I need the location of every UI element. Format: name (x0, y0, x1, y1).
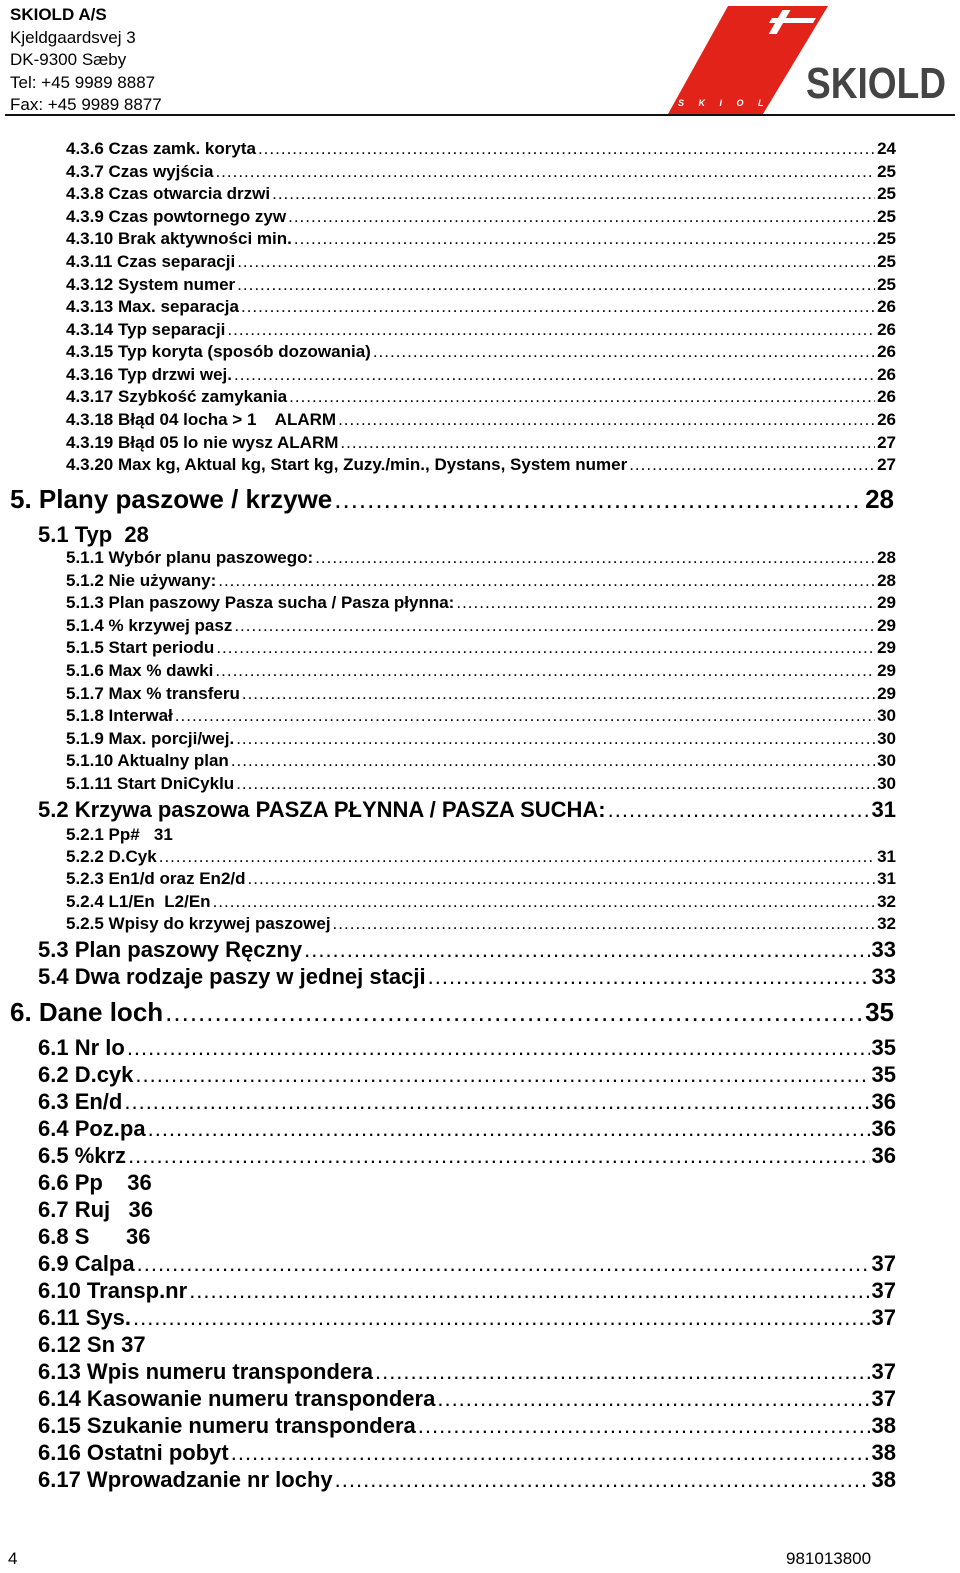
toc-entry[interactable] (66, 139, 896, 159)
toc-entry-page: 25 (877, 207, 896, 226)
toc-entry[interactable] (66, 751, 896, 771)
company-name: SKIOLD A/S (10, 5, 107, 24)
toc-section[interactable]: 6.12 Sn 37 (38, 1332, 146, 1357)
toc-section[interactable] (38, 1386, 896, 1412)
toc-leader (437, 1386, 869, 1412)
toc-entry-title: 5.1.1 Wybór planu paszowego: (66, 548, 314, 567)
toc-leader (333, 914, 876, 934)
toc-entry-page: 29 (877, 616, 896, 635)
toc-entry-page: 30 (877, 706, 896, 725)
toc-leader (227, 320, 875, 340)
toc-section[interactable] (38, 1143, 896, 1169)
toc-leader (231, 1440, 870, 1466)
toc-section[interactable] (38, 1305, 896, 1331)
toc-entry-title: 5.2 Krzywa paszowa PASZA PŁYNNA / PASZA SUCHA: (38, 797, 606, 822)
toc-entry-title: 5.1.7 Max % transferu (66, 684, 240, 703)
toc-entry-page: 25 (877, 162, 896, 181)
toc-section[interactable] (38, 1359, 896, 1385)
toc-leader (213, 892, 876, 912)
toc-entry-page: 31 (877, 869, 896, 888)
toc-entry-title: 5.2.5 Wpisy do krzywej paszowej (66, 914, 331, 933)
toc-entry-title: 5.3 Plan paszowy Ręczny (38, 937, 303, 962)
toc-entry-page: 37 (871, 1359, 896, 1384)
toc-entry[interactable] (66, 661, 896, 681)
toc-chapter[interactable] (10, 997, 894, 1028)
toc-leader (237, 252, 875, 272)
toc-entry[interactable] (66, 320, 896, 340)
toc-leader (159, 847, 875, 867)
toc-entry-page: 25 (877, 275, 896, 294)
toc-entry-page: 28 (865, 484, 894, 514)
toc-leader (456, 593, 875, 613)
footer-doc-number: 981013800 (786, 1549, 872, 1568)
toc-entry-page: 29 (877, 661, 896, 680)
toc-entry[interactable] (66, 548, 896, 568)
toc-entry[interactable] (66, 892, 896, 912)
toc-leader (216, 638, 875, 658)
toc-entry[interactable]: 5.2.1 Pp# 31 (66, 825, 173, 844)
toc-leader (237, 275, 875, 295)
toc-leader (234, 616, 875, 636)
toc-entry-page: 26 (877, 320, 896, 339)
toc-entry-title: 5.1.5 Start periodu (66, 638, 215, 657)
toc-entry-title: 5.1.11 Start DniCyklu (66, 774, 235, 793)
toc-leader (629, 455, 875, 475)
toc-entry-page: 38 (871, 1440, 896, 1465)
toc-leader (334, 484, 863, 515)
toc-entry-page: 38 (871, 1413, 896, 1438)
toc-entry-page: 33 (871, 937, 896, 962)
toc-entry-page: 27 (877, 433, 896, 452)
toc-leader (175, 706, 875, 726)
toc-leader (148, 1116, 870, 1142)
toc-section[interactable]: 6.6 Pp 36 (38, 1170, 152, 1195)
page-header (0, 0, 960, 118)
toc-entry-title: 4.3.18 Błąd 04 locha > 1 ALARM (66, 410, 337, 429)
footer-page-number: 4 (8, 1549, 18, 1568)
toc-entry[interactable] (66, 616, 896, 636)
toc-leader (137, 1251, 870, 1277)
toc-entry-title: 4.3.7 Czas wyjścia (66, 162, 214, 181)
toc-entry[interactable] (66, 706, 896, 726)
toc-leader (135, 1062, 869, 1088)
logo-small-text: S K I O L D (678, 98, 791, 108)
toc-leader (215, 162, 875, 182)
toc-entry-title: 4.3.19 Błąd 05 lo nie wysz ALARM (66, 433, 339, 452)
toc-leader (608, 797, 870, 823)
toc-leader (340, 433, 875, 453)
toc-entry-page: 25 (877, 184, 896, 203)
toc-entry-title: 6.15 Szukanie numeru transpondera (38, 1413, 416, 1438)
toc-section[interactable] (38, 1467, 896, 1493)
toc-entry-page: 36 (871, 1089, 896, 1114)
toc-entry[interactable] (66, 684, 896, 704)
toc-entry-title: 5.4 Dwa rodzaje paszy w jednej stacji (38, 964, 426, 989)
toc-entry[interactable] (66, 433, 896, 453)
city-address: DK-9300 Sæby (10, 50, 127, 69)
toc-entry-page: 28 (877, 548, 896, 567)
toc-leader (231, 751, 875, 771)
toc-leader (373, 342, 875, 362)
toc-section[interactable] (38, 937, 896, 963)
toc-entry-page: 36 (871, 1116, 896, 1141)
toc-entry-title: 5.1.9 Max. porcji/wej. (66, 729, 235, 748)
toc-entry[interactable]: 5.1 Typ 28 (38, 522, 149, 547)
toc-entry-page: 28 (877, 571, 896, 590)
logo-wordmark: SKIOLD (806, 59, 946, 108)
toc-entry-page: 25 (877, 229, 896, 248)
toc-leader (234, 365, 875, 385)
toc-section[interactable] (38, 1413, 896, 1439)
toc-entry-page: 36 (871, 1143, 896, 1168)
fax-number: Fax: +45 9989 8877 (10, 95, 162, 114)
toc-entry[interactable] (66, 729, 896, 749)
toc-leader (288, 207, 875, 227)
toc-entry-page: 26 (877, 342, 896, 361)
toc-entry[interactable] (66, 207, 896, 227)
toc-entry-title: 4.3.6 Czas zamk. koryta (66, 139, 256, 158)
toc-entry-title: 5.1.4 % krzywej pasz (66, 616, 233, 635)
toc-entry-title: 5.2.2 D.Cyk (66, 847, 157, 866)
toc-entry-page: 25 (877, 252, 896, 271)
toc-entry-page: 31 (877, 847, 896, 866)
toc-leader (236, 729, 875, 749)
toc-entry-title: 6.17 Wprowadzanie nr lochy (38, 1467, 333, 1492)
toc-entry-page: 37 (871, 1305, 896, 1330)
toc-entry-title: 4.3.16 Typ drzwi wej. (66, 365, 232, 384)
toc-leader (304, 937, 869, 963)
street-address: Kjeldgaardsvej 3 (10, 27, 136, 47)
toc-entry-title: 4.3.14 Typ separacji (66, 320, 226, 339)
toc-entry-title: 6.4 Poz.pa (38, 1116, 146, 1141)
toc-entry-page: 35 (871, 1035, 896, 1060)
toc-entry-title: 6.2 D.cyk (38, 1062, 134, 1087)
toc-entry[interactable] (66, 847, 896, 867)
toc-section[interactable] (38, 1251, 896, 1277)
toc-entry-page: 24 (877, 139, 896, 158)
toc-entry-page: 29 (877, 593, 896, 612)
toc-entry-title: 6.10 Transp.nr (38, 1278, 188, 1303)
toc-entry-page: 26 (877, 410, 896, 429)
toc-entry-title: 4.3.8 Czas otwarcia drzwi (66, 184, 271, 203)
toc-entry-title: 6. Dane loch (10, 997, 164, 1027)
toc-entry-page: 27 (877, 455, 896, 474)
toc-entry-title: 4.3.17 Szybkość zamykania (66, 387, 288, 406)
toc-entry[interactable] (66, 365, 896, 385)
toc-entry-title: 4.3.9 Czas powtornego zyw (66, 207, 287, 226)
toc-entry-page: 35 (865, 997, 894, 1027)
toc-entry[interactable] (66, 571, 896, 591)
toc-entry-title: 6.13 Wpis numeru transpondera (38, 1359, 373, 1384)
toc-leader (127, 1035, 870, 1061)
toc-leader (248, 869, 876, 889)
toc-entry-page: 26 (877, 387, 896, 406)
toc-entry[interactable] (66, 593, 896, 613)
toc-leader (335, 1467, 870, 1493)
toc-entry-title: 4.3.12 System numer (66, 275, 236, 294)
toc-section[interactable] (38, 1440, 896, 1466)
toc-leader (128, 1143, 869, 1169)
toc-entry-title: 4.3.11 Czas separacji (66, 252, 236, 271)
toc-entry-page: 30 (877, 774, 896, 793)
toc-entry[interactable] (66, 342, 896, 362)
toc-entry-page: 26 (877, 297, 896, 316)
toc-leader (375, 1359, 870, 1385)
toc-entry[interactable] (66, 914, 896, 934)
toc-entry-page: 31 (871, 797, 896, 822)
phone-number: Tel: +45 9989 8887 (10, 72, 156, 92)
toc-leader (241, 297, 875, 317)
toc-entry[interactable] (66, 184, 896, 204)
toc-entry[interactable] (66, 162, 896, 182)
skiold-logo (668, 4, 958, 114)
toc-entry[interactable] (66, 638, 896, 658)
toc-entry-page: 32 (877, 914, 896, 933)
toc-entry-page: 37 (871, 1386, 896, 1411)
toc-entry-page: 33 (871, 964, 896, 989)
toc-entry-title: 4.3.10 Brak aktywności min. (66, 229, 292, 248)
toc-entry[interactable] (66, 252, 896, 272)
toc-entry-title: 6.14 Kasowanie numeru transpondera (38, 1386, 436, 1411)
toc-entry-title: 5. Plany paszowe / krzywe (10, 484, 333, 514)
toc-entry-title: 5.1.10 Aktualny plan (66, 751, 229, 770)
toc-leader (165, 997, 863, 1028)
toc-entry[interactable] (66, 455, 896, 475)
toc-entry-page: 29 (877, 638, 896, 657)
toc-entry-page: 37 (871, 1251, 896, 1276)
toc-leader (258, 139, 875, 159)
toc-leader (133, 1305, 870, 1331)
toc-section[interactable]: 6.7 Ruj 36 (38, 1197, 153, 1222)
toc-section[interactable] (38, 797, 896, 823)
toc-entry-title: 5.2.4 L1/En L2/En (66, 892, 211, 911)
toc-entry-page: 30 (877, 729, 896, 748)
toc-section[interactable] (38, 1089, 896, 1115)
toc-entry[interactable] (66, 774, 896, 794)
toc-leader (289, 387, 875, 407)
toc-entry-title: 6.3 En/d (38, 1089, 123, 1114)
company-address (10, 4, 162, 117)
toc-section[interactable] (38, 964, 896, 990)
toc-entry-page: 37 (871, 1278, 896, 1303)
toc-entry-title: 6.16 Ostatni pobyt (38, 1440, 229, 1465)
toc-entry[interactable] (66, 869, 896, 889)
toc-leader (236, 774, 875, 794)
toc-chapter[interactable] (10, 484, 894, 515)
toc-entry-title: 4.3.13 Max. separacja (66, 297, 239, 316)
toc-entry-page: 29 (877, 684, 896, 703)
toc-entry-page: 35 (871, 1062, 896, 1087)
toc-leader (418, 1413, 870, 1439)
toc-entry[interactable] (66, 387, 896, 407)
toc-leader (215, 661, 875, 681)
toc-section[interactable] (38, 1035, 896, 1061)
toc-entry-title: 5.1.2 Nie używany: (66, 571, 217, 590)
toc-section[interactable] (38, 1278, 896, 1304)
toc-entry-title: 5.1.3 Plan paszowy Pasza sucha / Pasza płynna: (66, 593, 455, 612)
toc-entry[interactable] (66, 275, 896, 295)
toc-leader (294, 229, 875, 249)
toc-entry-page: 30 (877, 751, 896, 770)
toc-entry-title: 4.3.20 Max kg, Aktual kg, Start kg, Zuzy./min., Dystans, System numer (66, 455, 628, 474)
toc-entry-title: 6.5 %krz (38, 1143, 127, 1168)
toc-entry-page: 26 (877, 365, 896, 384)
toc-entry-title: 5.1.8 Interwał (66, 706, 173, 725)
toc-section[interactable] (38, 1062, 896, 1088)
toc-leader (315, 548, 875, 568)
toc-entry-title: 6.1 Nr lo (38, 1035, 125, 1060)
toc-entry[interactable] (66, 297, 896, 317)
toc-leader (242, 684, 875, 704)
toc-entry[interactable] (66, 229, 896, 249)
toc-leader (189, 1278, 869, 1304)
toc-leader (218, 571, 875, 591)
toc-leader (338, 410, 875, 430)
toc-leader (124, 1089, 869, 1115)
toc-entry-title: 5.1.6 Max % dawki (66, 661, 214, 680)
toc-entry-title: 6.9 Calpa (38, 1251, 135, 1276)
toc-entry-page: 32 (877, 892, 896, 911)
toc-entry-title: 4.3.15 Typ koryta (sposób dozowania) (66, 342, 371, 361)
toc-leader (272, 184, 875, 204)
toc-section[interactable]: 6.8 S 36 (38, 1224, 151, 1249)
header-divider (5, 114, 955, 116)
toc-leader (428, 964, 870, 990)
toc-entry[interactable] (66, 410, 896, 430)
toc-entry-title: 6.11 Sys. (38, 1305, 131, 1330)
toc-entry-page: 38 (871, 1467, 896, 1492)
toc-section[interactable] (38, 1116, 896, 1142)
toc-entry-title: 5.2.3 En1/d oraz En2/d (66, 869, 246, 888)
